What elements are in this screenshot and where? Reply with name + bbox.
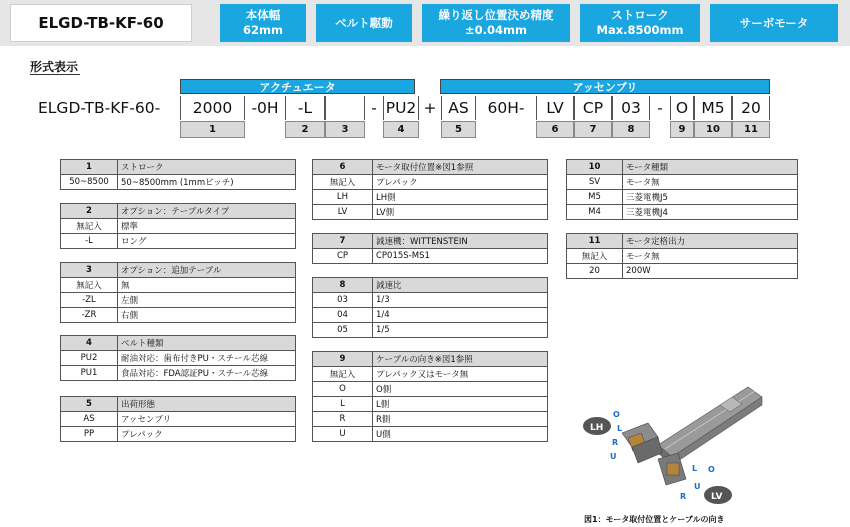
code-num-2: 2 (285, 121, 325, 138)
code-num-7: 7 (574, 121, 612, 138)
code-seg-0h: -0H (251, 99, 279, 117)
table-row: 無記入 無 (61, 278, 296, 293)
code-prefix: ELGD-TB-KF-60- (38, 99, 161, 117)
option-table-ratio (312, 277, 548, 338)
table-row: M5 三菱電機J5 (567, 190, 798, 205)
table-title: ケーブルの向き※図1参照 (373, 352, 548, 367)
motor-lh (622, 423, 662, 463)
table-title: モータ種類 (623, 160, 798, 175)
table-title: 減速比 (373, 278, 548, 293)
code-seg-mount: LV (536, 96, 574, 120)
table-no: 3 (61, 263, 118, 278)
table-row: R R側 (313, 412, 548, 427)
code-seg-plus: + (423, 99, 437, 117)
table-row: LV LV側 (313, 205, 548, 220)
option-table-add-table (60, 262, 296, 323)
code-seg-belt: PU2 (383, 96, 419, 120)
lv-label: LV (711, 492, 723, 502)
feature-stroke: ストローク Max.8500mm (580, 4, 700, 42)
table-row: 05 1/5 (313, 323, 548, 338)
actuator-body (658, 387, 762, 465)
code-num-8: 8 (612, 121, 650, 138)
figure-caption: 図1：モータ取付位置とケーブルの向き (584, 515, 725, 524)
table-title: 出荷形態 (118, 397, 296, 412)
feature-width: 本体幅 62mm (220, 4, 306, 42)
section-title: 形式表示 (30, 60, 79, 74)
model-name: ELGD-TB-KF-60 (10, 4, 192, 42)
cable-r-label: R (612, 438, 619, 447)
code-seg-stroke: 2000 (180, 96, 245, 120)
feature-drive: ベルト駆動 (316, 4, 412, 42)
option-table-shipping (60, 396, 296, 442)
code-num-10: 10 (694, 121, 732, 138)
code-num-5: 5 (441, 121, 476, 138)
table-no: 7 (313, 234, 373, 249)
table-row: 20 200W (567, 264, 798, 279)
table-row: 無記入 プレパック又はモータ無 (313, 367, 548, 382)
feature-motor: サーボモータ (710, 4, 838, 42)
code-num-1: 1 (180, 121, 245, 138)
table-row: LH LH側 (313, 190, 548, 205)
group-actuator: アクチュエータ (180, 79, 415, 94)
group-assembly: アッセンブリ (440, 79, 770, 94)
code-num-6: 6 (536, 121, 574, 138)
table-row: 04 1/4 (313, 308, 548, 323)
table-no: 6 (313, 160, 373, 175)
option-table-reducer (312, 233, 548, 264)
code-seg-reducer: CP (574, 96, 612, 120)
code-seg-ratio: 03 (612, 96, 650, 120)
option-table-motor-mount (312, 159, 548, 220)
code-seg-60h: 60H- (487, 99, 525, 117)
header-bar (0, 0, 850, 46)
cable-o-label: O (613, 410, 620, 419)
cable-o-label-lv: O (708, 465, 715, 474)
table-row: 無記入 標準 (61, 219, 296, 234)
cable-u-label-lv: U (694, 482, 701, 491)
table-title: モータ定格出力 (623, 234, 798, 249)
table-row: 03 1/3 (313, 293, 548, 308)
code-seg-table: -L (285, 96, 325, 120)
actuator-figure (570, 375, 770, 515)
table-row: -ZR 右側 (61, 308, 296, 323)
code-seg-dash2: - (657, 99, 663, 117)
cable-l-label: L (617, 424, 623, 433)
table-row: -ZL 左側 (61, 293, 296, 308)
table-no: 10 (567, 160, 623, 175)
table-title: ストローク (118, 160, 296, 175)
option-table-belt (60, 335, 296, 381)
option-table-stroke (60, 159, 296, 190)
cable-l-label-lv: L (692, 464, 698, 473)
table-row: O O側 (313, 382, 548, 397)
option-table-motor-type (566, 159, 798, 220)
table-row: U U側 (313, 427, 548, 442)
table-row: -L ロング (61, 234, 296, 249)
badge-lh (583, 417, 611, 435)
table-no: 8 (313, 278, 373, 293)
cable-letters-lh (610, 410, 622, 461)
table-no: 9 (313, 352, 373, 367)
table-title: モータ取付位置※図1参照 (373, 160, 548, 175)
code-seg-shipping: AS (441, 96, 476, 120)
table-title: 減速機：WITTENSTEIN (373, 234, 548, 249)
option-table-cable (312, 351, 548, 442)
cable-u-label: U (610, 452, 617, 461)
code-seg-add-table (325, 96, 365, 120)
table-title: オプション：追加テーブル (118, 263, 296, 278)
table-row: PP プレパック (61, 427, 296, 442)
table-row: M4 三菱電機J4 (567, 205, 798, 220)
table-no: 5 (61, 397, 118, 412)
code-seg-output: 20 (732, 96, 770, 120)
option-table-motor-output (566, 233, 798, 279)
code-seg-motor: M5 (694, 96, 732, 120)
section-underline (30, 74, 80, 75)
table-row: 無記入 モータ無 (567, 249, 798, 264)
table-row: 50~8500 50~8500mm (1mmピッチ) (61, 175, 296, 190)
code-num-4: 4 (383, 121, 419, 138)
code-num-3: 3 (325, 121, 365, 138)
table-row: PU1 食品対応：FDA認証PU・スチール芯線 (61, 366, 296, 381)
option-table-table-type (60, 203, 296, 249)
table-row: PU2 耐油対応：歯布付きPU・スチール芯線 (61, 351, 296, 366)
table-title: ベルト種類 (118, 336, 296, 351)
table-no: 11 (567, 234, 623, 249)
feature-accuracy: 繰り返し位置決め精度 ±0.04mm (422, 4, 570, 42)
table-row: AS アッセンブリ (61, 412, 296, 427)
lh-label: LH (590, 423, 604, 433)
table-no: 1 (61, 160, 118, 175)
cable-r-label-lv: R (680, 492, 687, 501)
code-num-9: 9 (670, 121, 694, 138)
code-num-11: 11 (732, 121, 770, 138)
badge-lv (704, 486, 732, 504)
table-row: SV モータ無 (567, 175, 798, 190)
code-seg-cable: O (670, 96, 694, 120)
table-row: CP CP015S-MS1 (313, 249, 548, 264)
table-no: 4 (61, 336, 118, 351)
table-row: L L側 (313, 397, 548, 412)
table-row: 無記入 プレパック (313, 175, 548, 190)
table-title: オプション：テーブルタイプ (118, 204, 296, 219)
code-seg-dash: - (371, 99, 377, 117)
table-no: 2 (61, 204, 118, 219)
